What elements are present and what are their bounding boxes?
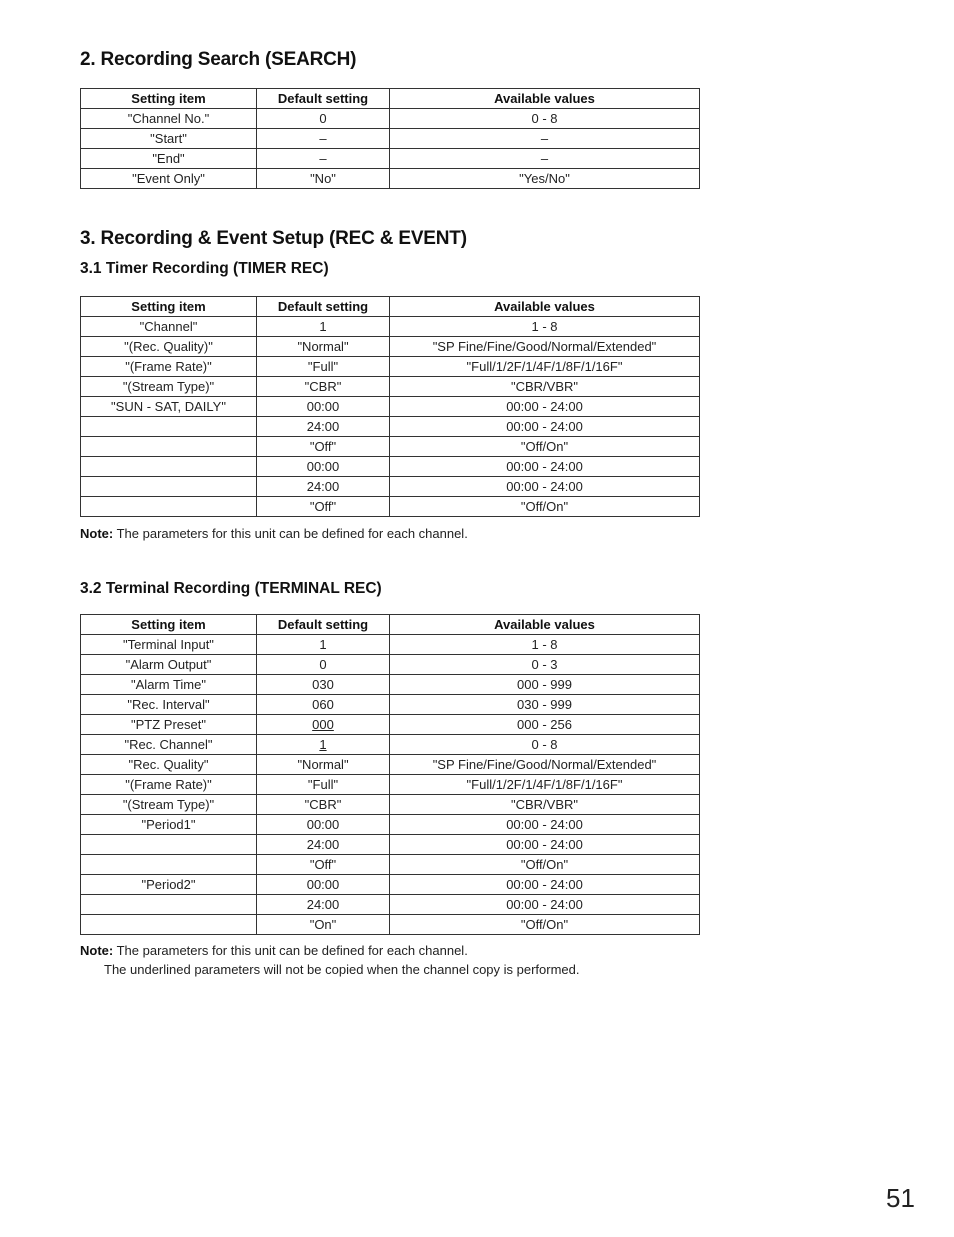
table-row <box>81 377 700 397</box>
header-setting-item: Setting item <box>81 89 257 109</box>
cell-default: 00:00 <box>257 815 390 835</box>
cell-setting-item <box>81 835 257 855</box>
cell-setting-item <box>81 895 257 915</box>
cell-default: "CBR" <box>257 377 390 397</box>
cell-setting-item <box>81 437 257 457</box>
cell-default: 00:00 <box>257 397 390 417</box>
table-row <box>81 497 700 517</box>
cell-default: – <box>257 149 390 169</box>
cell-default: 24:00 <box>257 895 390 915</box>
cell-setting-item: "Terminal Input" <box>81 635 257 655</box>
cell-default: 24:00 <box>257 417 390 437</box>
table-row <box>81 675 700 695</box>
cell-setting-item <box>81 417 257 437</box>
cell-default: 000 <box>257 715 390 735</box>
cell-default: 0 <box>257 655 390 675</box>
table-row <box>81 755 700 775</box>
cell-values: 00:00 - 24:00 <box>390 397 700 417</box>
header-setting-item: Setting item <box>81 615 257 635</box>
cell-default: "On" <box>257 915 390 935</box>
cell-setting-item: "Rec. Channel" <box>81 735 257 755</box>
table-header-row <box>81 297 700 317</box>
cell-setting-item: "Alarm Time" <box>81 675 257 695</box>
cell-setting-item: "PTZ Preset" <box>81 715 257 735</box>
cell-setting-item <box>81 855 257 875</box>
cell-values: 00:00 - 24:00 <box>390 835 700 855</box>
table-row <box>81 655 700 675</box>
cell-default: "Normal" <box>257 337 390 357</box>
cell-setting-item: "(Stream Type)" <box>81 377 257 397</box>
table-row <box>81 635 700 655</box>
cell-setting-item: "Period1" <box>81 815 257 835</box>
table-row <box>81 855 700 875</box>
cell-setting-item: "Alarm Output" <box>81 655 257 675</box>
cell-default: "Full" <box>257 775 390 795</box>
cell-default: "Off" <box>257 437 390 457</box>
table-row <box>81 835 700 855</box>
cell-setting-item <box>81 477 257 497</box>
section-3-2-title: 3.2 Terminal Recording (TERMINAL REC) <box>80 580 382 597</box>
cell-values: 000 - 999 <box>390 675 700 695</box>
section-3-1-title: 3.1 Timer Recording (TIMER REC) <box>80 260 329 277</box>
cell-setting-item: "Channel" <box>81 317 257 337</box>
cell-default: 1 <box>257 317 390 337</box>
note-text: The parameters for this unit can be defined for each channel. <box>113 526 468 541</box>
table-header-row <box>81 615 700 635</box>
table-row <box>81 149 700 169</box>
header-setting-item: Setting item <box>81 297 257 317</box>
table-row <box>81 417 700 437</box>
table-row <box>81 815 700 835</box>
cell-default: 060 <box>257 695 390 715</box>
cell-values: 0 - 8 <box>390 109 700 129</box>
cell-values: 0 - 8 <box>390 735 700 755</box>
table-row <box>81 169 700 189</box>
cell-setting-item: "Channel No." <box>81 109 257 129</box>
note-text-line2: The underlined parameters will not be copied when the channel copy is performed. <box>104 962 580 977</box>
cell-values: "Off/On" <box>390 915 700 935</box>
search-settings-table <box>80 88 700 189</box>
cell-setting-item <box>81 497 257 517</box>
cell-setting-item: "Rec. Quality" <box>81 755 257 775</box>
cell-values: "Off/On" <box>390 497 700 517</box>
terminal-rec-table <box>80 614 700 935</box>
cell-setting-item: "(Rec. Quality)" <box>81 337 257 357</box>
table-row <box>81 695 700 715</box>
table-row <box>81 795 700 815</box>
cell-default: 0 <box>257 109 390 129</box>
cell-values: "Off/On" <box>390 855 700 875</box>
cell-values: – <box>390 149 700 169</box>
cell-default: 00:00 <box>257 457 390 477</box>
header-available-values: Available values <box>390 89 700 109</box>
cell-values: 00:00 - 24:00 <box>390 457 700 477</box>
table-row <box>81 875 700 895</box>
cell-default: 24:00 <box>257 835 390 855</box>
terminal-rec-note <box>80 941 580 979</box>
cell-default: "CBR" <box>257 795 390 815</box>
table-row <box>81 895 700 915</box>
cell-values: "Yes/No" <box>390 169 700 189</box>
header-available-values: Available values <box>390 615 700 635</box>
table-row <box>81 915 700 935</box>
header-default-setting: Default setting <box>257 297 390 317</box>
cell-setting-item: "End" <box>81 149 257 169</box>
cell-values: 030 - 999 <box>390 695 700 715</box>
cell-default: 24:00 <box>257 477 390 497</box>
table-row <box>81 337 700 357</box>
cell-default: – <box>257 129 390 149</box>
cell-values: "SP Fine/Fine/Good/Normal/Extended" <box>390 337 700 357</box>
cell-default: "Normal" <box>257 755 390 775</box>
cell-default: 030 <box>257 675 390 695</box>
table-row <box>81 715 700 735</box>
cell-setting-item: "(Stream Type)" <box>81 795 257 815</box>
cell-values: 1 - 8 <box>390 317 700 337</box>
table-row <box>81 477 700 497</box>
header-available-values: Available values <box>390 297 700 317</box>
cell-setting-item: "(Frame Rate)" <box>81 357 257 377</box>
cell-values: "CBR/VBR" <box>390 795 700 815</box>
page-number: 51 <box>886 1183 915 1213</box>
header-default-setting: Default setting <box>257 615 390 635</box>
cell-setting-item: "SUN - SAT, DAILY" <box>81 397 257 417</box>
timer-rec-note <box>80 524 468 543</box>
cell-values: "Off/On" <box>390 437 700 457</box>
section-3-title: 3. Recording & Event Setup (REC & EVENT) <box>80 228 467 249</box>
cell-values: 00:00 - 24:00 <box>390 875 700 895</box>
table-row <box>81 357 700 377</box>
cell-default: "Full" <box>257 357 390 377</box>
cell-setting-item: "Start" <box>81 129 257 149</box>
table-row <box>81 109 700 129</box>
cell-values: 00:00 - 24:00 <box>390 895 700 915</box>
cell-values: 00:00 - 24:00 <box>390 417 700 437</box>
table-row <box>81 735 700 755</box>
cell-values: 000 - 256 <box>390 715 700 735</box>
cell-setting-item <box>81 915 257 935</box>
note-label: Note: <box>80 943 114 958</box>
header-default-setting: Default setting <box>257 89 390 109</box>
cell-default: 1 <box>257 635 390 655</box>
cell-setting-item: "Period2" <box>81 875 257 895</box>
note-text: The parameters for this unit can be defined for each channel. <box>113 943 468 958</box>
cell-values: 1 - 8 <box>390 635 700 655</box>
table-row <box>81 129 700 149</box>
cell-values: 00:00 - 24:00 <box>390 815 700 835</box>
cell-default: 1 <box>257 735 390 755</box>
cell-setting-item: "Event Only" <box>81 169 257 189</box>
cell-default: "Off" <box>257 497 390 517</box>
cell-values: 0 - 3 <box>390 655 700 675</box>
table-row <box>81 457 700 477</box>
cell-values: "SP Fine/Fine/Good/Normal/Extended" <box>390 755 700 775</box>
cell-setting-item: "(Frame Rate)" <box>81 775 257 795</box>
cell-values: "Full/1/2F/1/4F/1/8F/1/16F" <box>390 357 700 377</box>
table-header-row <box>81 89 700 109</box>
cell-values: "Full/1/2F/1/4F/1/8F/1/16F" <box>390 775 700 795</box>
timer-rec-table <box>80 296 700 517</box>
cell-setting-item <box>81 457 257 477</box>
cell-values: – <box>390 129 700 149</box>
cell-default: 00:00 <box>257 875 390 895</box>
table-row <box>81 775 700 795</box>
table-row <box>81 437 700 457</box>
cell-values: "CBR/VBR" <box>390 377 700 397</box>
cell-setting-item: "Rec. Interval" <box>81 695 257 715</box>
table-row <box>81 397 700 417</box>
note-label: Note: <box>80 526 114 541</box>
table-row <box>81 317 700 337</box>
section-2-title: 2. Recording Search (SEARCH) <box>80 49 357 70</box>
cell-default: "No" <box>257 169 390 189</box>
cell-default: "Off" <box>257 855 390 875</box>
cell-values: 00:00 - 24:00 <box>390 477 700 497</box>
